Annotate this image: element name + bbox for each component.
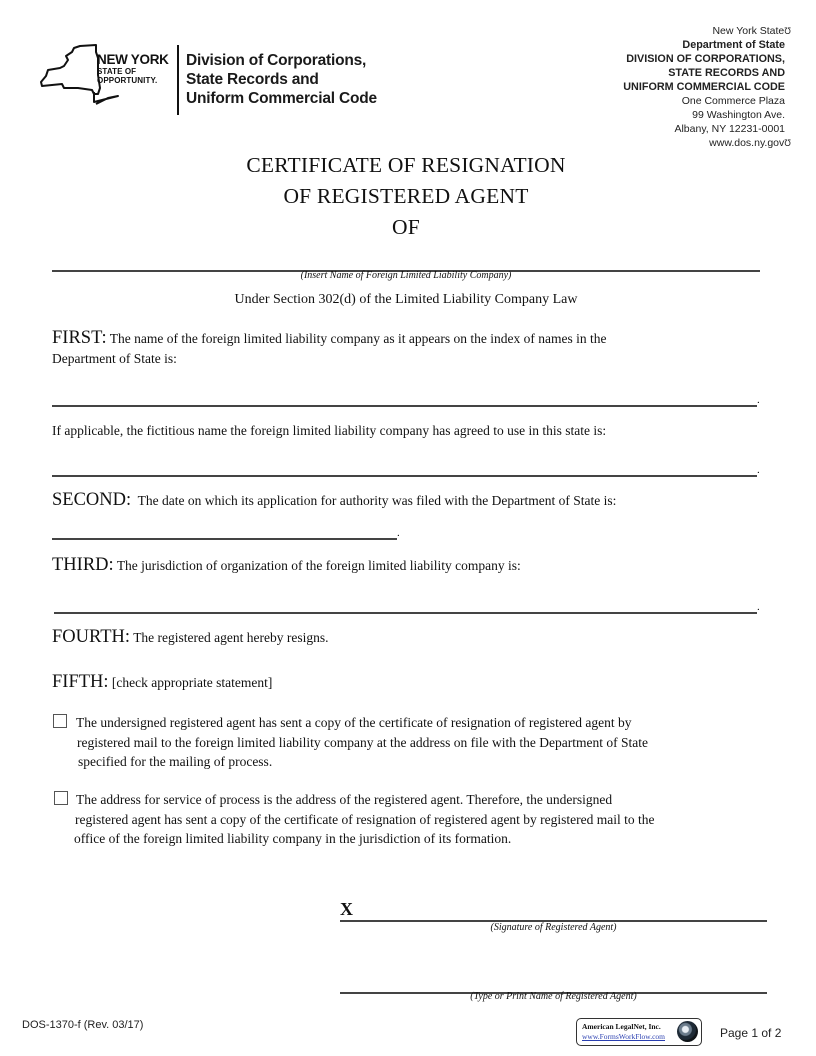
printed-name-caption: (Type or Print Name of Registered Agent) <box>470 991 637 1002</box>
address-line-5: UNIFORM COMMERCIAL CODE <box>623 81 785 93</box>
option-1-line-3: specified for the mailing of process. <box>78 754 273 769</box>
fourth-text: The registered agent hereby resigns. <box>133 630 329 645</box>
title-line-1: CERTIFICATE OF RESIGNATION <box>246 153 566 177</box>
period: . <box>397 527 400 539</box>
legalnet-badge[interactable] <box>576 1018 702 1046</box>
section-fifth <box>52 672 772 693</box>
option-1-line-1: The undersigned registered agent has sent a copy of the certificate of resignation of registered agent by <box>76 715 632 730</box>
registered-name-underline <box>52 405 757 407</box>
fictitious-name-field[interactable] <box>52 455 757 475</box>
division-name <box>186 51 377 108</box>
filing-date-underline <box>52 538 397 540</box>
division-line-1: Division of Corporations, <box>186 52 367 69</box>
first-text-line-2: Department of State is: <box>52 351 177 366</box>
page-number: Page 1 of 2 <box>720 1026 782 1040</box>
company-name-field[interactable] <box>52 250 760 270</box>
address-line-3: DIVISION OF CORPORATIONS, <box>626 53 785 65</box>
option-2-text <box>76 790 776 849</box>
first-text-line-1: The name of the foreign limited liability company as it appears on the index of names in the <box>109 331 607 346</box>
option-2-line-3: office of the foreign limited liability company in the jurisdiction of its formation. <box>74 831 512 846</box>
address-line-4: STATE RECORDS AND <box>668 67 785 79</box>
jurisdiction-field[interactable] <box>54 592 757 612</box>
signature-field[interactable] <box>362 900 766 920</box>
signature-x-mark: X <box>340 899 353 919</box>
fifth-heading: FIFTH: <box>52 672 109 692</box>
section-first <box>52 328 772 369</box>
title-line-3: OF <box>392 215 420 239</box>
signature-caption: (Signature of Registered Agent) <box>490 922 617 933</box>
second-text: The date on which its application for authority was filed with the Department of State is: <box>137 493 617 508</box>
division-line-2: State Records and <box>186 71 319 88</box>
option-2-line-1: The address for service of process is the address of the registered agent. Therefore, the undersigned <box>76 792 613 807</box>
option-1-text <box>76 713 776 772</box>
logo-tagline-1: STATE OF <box>97 67 137 76</box>
address-website: www.dos.ny.gov <box>709 137 785 149</box>
first-heading: FIRST: <box>52 328 107 348</box>
logo-divider <box>177 45 179 115</box>
address-line-7: 99 Washington Ave. <box>692 109 785 121</box>
section-second <box>52 490 772 511</box>
third-text: The jurisdiction of organization of the foreign limited liability company is: <box>116 558 521 573</box>
department-address-block <box>623 24 791 150</box>
form-id: DOS-1370-f (Rev. 03/17) <box>22 1019 144 1031</box>
third-heading: THIRD: <box>52 555 114 575</box>
address-line-6: One Commerce Plaza <box>681 95 785 107</box>
badge-link[interactable]: www.FormsWorkFlow.com <box>582 1032 666 1041</box>
address-line-1: New York State <box>712 25 785 37</box>
filing-date-field[interactable] <box>52 520 397 538</box>
address-line-2: Department of State <box>682 39 785 51</box>
division-line-3: Uniform Commercial Code <box>186 90 377 107</box>
fictitious-name-underline <box>52 475 757 477</box>
fictitious-name-prompt: If applicable, the fictitious name the foreign limited liability company has agreed to use in this state is: <box>52 423 607 438</box>
title-line-2: OF REGISTERED AGENT <box>283 184 529 208</box>
option-2-checkbox[interactable] <box>54 791 68 805</box>
trailing-glyph-icon: Ʊ <box>784 26 791 36</box>
badge-company: American LegalNet, Inc. <box>582 1022 661 1031</box>
registered-name-field[interactable] <box>52 385 757 405</box>
option-2-line-2: registered agent has sent a copy of the certificate of resignation of registered agent by registered mail to the <box>75 811 655 827</box>
company-name-caption: (Insert Name of Foreign Limited Liability Company) <box>300 270 512 281</box>
period: . <box>757 394 760 406</box>
period: . <box>757 601 760 613</box>
jurisdiction-underline <box>54 612 757 614</box>
ny-logo-wordmark <box>97 53 169 85</box>
printed-name-field[interactable] <box>340 972 767 992</box>
section-third <box>52 555 772 576</box>
period: . <box>757 464 760 476</box>
fourth-heading: FOURTH: <box>52 627 131 647</box>
second-heading: SECOND: <box>52 490 132 510</box>
logo-tagline-2: OPPORTUNITY. <box>97 76 158 85</box>
globe-orb-icon <box>677 1021 698 1042</box>
statute-subtitle: Under Section 302(d) of the Limited Liability Company Law <box>234 292 578 307</box>
option-1-line-2: registered mail to the foreign limited liability company at the address on file with the Department of State <box>77 734 648 750</box>
document-title <box>0 150 812 243</box>
section-fourth <box>52 627 772 648</box>
option-1-checkbox[interactable] <box>53 714 67 728</box>
trailing-glyph-icon: Ʊ <box>784 138 791 148</box>
fifth-text: [check appropriate statement] <box>111 675 273 690</box>
address-line-8: Albany, NY 12231-0001 <box>674 123 785 135</box>
logo-state-name: NEW YORK <box>97 52 169 67</box>
